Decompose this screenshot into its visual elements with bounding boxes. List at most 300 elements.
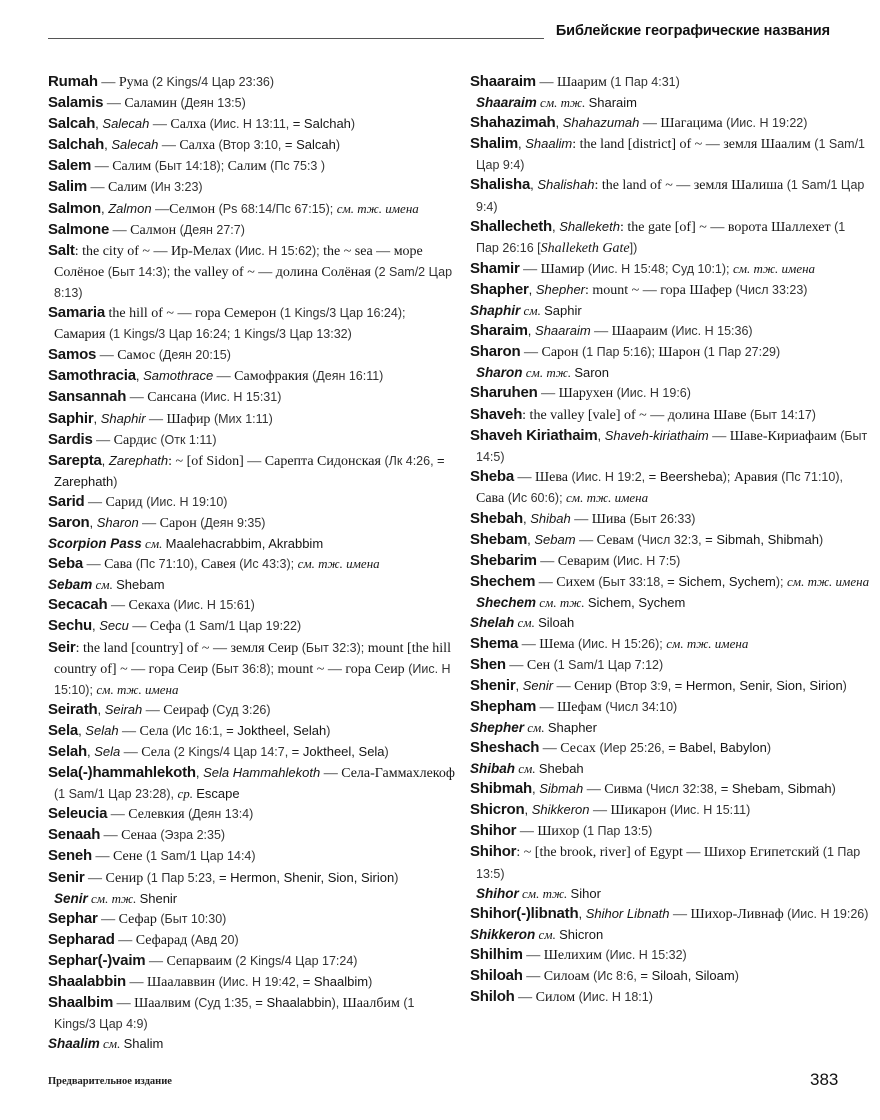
- dictionary-entry: [48, 930, 458, 951]
- russian-gloss: — Сава: [83, 557, 136, 573]
- headword: Salchah: [48, 136, 105, 154]
- scripture-reference: ): [368, 975, 373, 990]
- russian-gloss: — Шамир: [519, 261, 588, 277]
- scripture-reference: (Иис. Н 13:11,: [209, 117, 293, 132]
- russian-gloss: — Села-Гаммахлекоф: [320, 766, 455, 782]
- dictionary-entry: [48, 387, 458, 408]
- scripture-reference: (1 Sam/1 Цар 9:4): [476, 137, 865, 173]
- dictionary-entry: [470, 217, 870, 259]
- scripture-reference: ): [831, 782, 836, 797]
- russian-gloss: Ир-Мелах: [170, 243, 235, 259]
- scripture-reference: (Иис. Н 15:36): [671, 324, 753, 339]
- russian-gloss: — Сен: [505, 657, 554, 673]
- cross-ref-headword: Shepher: [470, 719, 525, 735]
- russian-gloss: — Силом: [514, 990, 579, 1006]
- scripture-reference: (Иис. Н 15:48; Суд 10:1);: [587, 261, 733, 276]
- dictionary-entry: [470, 945, 870, 966]
- dictionary-entry: [48, 804, 458, 825]
- russian-gloss: — Шихор-Ливнаф: [669, 906, 788, 922]
- variant-spelling: Shaveh-kiriathaim: [604, 427, 709, 443]
- scripture-reference: (Ис 8:6,: [593, 969, 641, 984]
- dictionary-entry: [48, 114, 458, 135]
- text: ,: [517, 136, 526, 152]
- scripture-reference: (Числ 32:38,: [645, 782, 721, 797]
- headword: Seleucia: [48, 805, 108, 823]
- see-also-marker: см. тж. имена: [96, 681, 179, 697]
- equivalents: = Shebam, Sibmah: [720, 781, 832, 797]
- scripture-reference: (Мих 1:11): [213, 411, 273, 426]
- equivalents: = Shaalbim: [302, 974, 369, 990]
- russian-gloss: — Шаарим: [535, 75, 611, 90]
- text: ,: [528, 281, 536, 297]
- see-also-marker: см. тж.: [536, 95, 589, 111]
- scripture-reference: (Иис. Н 15:10);: [54, 661, 451, 697]
- dictionary-entry: [470, 72, 870, 93]
- dictionary-entry: [48, 345, 458, 366]
- headword: Shaalbim: [48, 994, 114, 1012]
- russian-gloss: — Села: [120, 745, 174, 760]
- english-phrase: : ~ [the brook, river] of Egypt —: [516, 845, 704, 861]
- headword: Shamir: [470, 259, 520, 277]
- equivalents: = Salchah: [292, 116, 351, 132]
- dictionary-entry: [470, 572, 870, 593]
- dictionary-entry: [48, 825, 458, 846]
- english-phrase: : the land [district] of ~ —: [572, 137, 724, 153]
- header-rule: [48, 38, 544, 39]
- cross-reference-entry: [470, 363, 870, 383]
- scripture-reference: (Деян 20:15): [158, 348, 231, 363]
- scripture-reference: (Иис. Н 15:62);: [234, 243, 324, 258]
- cross-reference-entry: [470, 301, 870, 321]
- scripture-reference: ): [113, 474, 118, 489]
- text: ,: [530, 177, 538, 193]
- scripture-reference: ): [842, 678, 847, 693]
- dictionary-entry: [48, 430, 458, 451]
- variant-spelling: Shaalim: [525, 136, 573, 152]
- scripture-reference: (1 Пар 5:16);: [582, 345, 659, 360]
- scripture-reference: (Ис 16:1,: [171, 723, 227, 738]
- cross-ref-headword: Shaphir: [470, 303, 521, 319]
- headword: Shallecheth: [470, 217, 552, 235]
- scripture-reference: (1 Sam/1 Цар 19:22): [184, 619, 302, 634]
- cross-ref-headword: Shikkeron: [470, 926, 536, 942]
- text: ,: [522, 510, 531, 526]
- dictionary-entry: [470, 259, 870, 280]
- scripture-reference: (Ин 3:23): [150, 180, 203, 195]
- text: Sihor: [570, 885, 601, 901]
- scripture-reference: (Быт 14:18);: [154, 159, 228, 174]
- scripture-reference: (Иис. Н 15:31): [200, 390, 282, 405]
- scripture-reference: (Авд 20): [190, 932, 239, 947]
- scripture-reference: (1 Sam/1 Цар 14:4): [145, 849, 256, 864]
- russian-gloss: — Сефа: [128, 619, 185, 635]
- dictionary-entry: [470, 904, 870, 925]
- scripture-reference: );: [722, 469, 734, 484]
- dictionary-entry: [48, 763, 458, 804]
- english-phrase: : ~ [of Sidon] —: [168, 453, 265, 469]
- russian-gloss: — Шикарон: [589, 803, 670, 819]
- text: Shebah: [538, 761, 584, 777]
- russian-gloss: — Сардис: [92, 432, 161, 448]
- text: Siloah: [538, 615, 575, 631]
- headword: Shiloah: [470, 967, 523, 985]
- scripture-reference: (Быт 26:33): [629, 511, 696, 526]
- headword: Sheshach: [470, 739, 540, 756]
- russian-gloss: — Шелихим: [522, 947, 606, 963]
- scripture-reference: (1 Пар 27:29): [703, 345, 781, 360]
- dictionary-entry: [48, 554, 458, 575]
- headword: Seneh: [48, 847, 93, 865]
- russian-gloss: — Сефарад: [114, 932, 191, 948]
- scripture-reference: ]): [629, 240, 638, 255]
- dictionary-entry: [470, 509, 870, 530]
- dictionary-entry: [48, 972, 458, 993]
- headword: Samothracia: [48, 367, 136, 385]
- russian-gloss: — Салха: [149, 117, 210, 133]
- cross-ref-headword: Senir: [54, 890, 88, 906]
- cross-ref-headword: Shaaraim: [476, 95, 537, 111]
- scripture-reference: (Иер 25:26,: [599, 741, 669, 755]
- headword: Shaveh: [470, 405, 523, 423]
- text: Saron: [574, 365, 610, 381]
- headword: Rumah: [48, 73, 98, 90]
- text: ,: [97, 701, 105, 717]
- english-phrase: : the city of ~ —: [74, 243, 171, 259]
- scripture-reference: (Пс 75:3 ): [270, 159, 326, 174]
- variant-spelling: Senir: [522, 677, 554, 693]
- headword: Salim: [48, 178, 88, 196]
- section-title: Библейские географические названия: [555, 23, 830, 39]
- text: ,: [95, 116, 103, 132]
- equivalents: = Beersheba: [648, 468, 723, 484]
- dictionary-entry: [48, 951, 458, 972]
- scripture-reference: (Деян 9:35): [200, 515, 266, 530]
- russian-gloss: Самария: [54, 327, 109, 343]
- scripture-reference: (Пс 71:10),: [781, 469, 843, 484]
- headword: Sarid: [48, 492, 85, 510]
- scripture-reference: ): [818, 533, 824, 548]
- variant-spelling: Secu: [99, 618, 129, 634]
- headword: Sephar: [48, 909, 98, 927]
- russian-gloss: — Шефам: [536, 699, 606, 715]
- scripture-reference: (Суд 1:35,: [194, 996, 256, 1011]
- cross-reference-entry: [48, 1034, 458, 1054]
- text: Sharaim: [588, 95, 638, 111]
- headword: Shihor(-)libnath: [470, 904, 579, 922]
- headword: Shihor: [470, 843, 517, 861]
- russian-gloss: — Сансана: [126, 390, 201, 406]
- russian-gloss: — Сивма: [583, 782, 646, 798]
- russian-gloss: — Сесах: [539, 741, 600, 756]
- see-also-marker: см.: [515, 761, 539, 777]
- scripture-reference: ): [384, 745, 389, 759]
- see-also-marker: см. тж.: [87, 890, 140, 906]
- headword: Shenir: [470, 676, 516, 694]
- russian-gloss: долина Шаве: [667, 407, 750, 423]
- russian-gloss: земля Шаалим: [723, 137, 815, 153]
- scripture-reference: (Быт 36:8);: [211, 661, 278, 676]
- english-phrase: the valley of ~ —: [173, 264, 276, 280]
- scripture-reference: (1 Kings/3 Цар 16:24; 1 Kings/3 Цар 13:32): [108, 327, 352, 342]
- variant-spelling: Seirah: [104, 701, 143, 717]
- headword: Shiloh: [470, 988, 515, 1006]
- equivalents: = Hermon, Shenir, Sion, Sirion: [218, 869, 395, 885]
- russian-gloss: — Шихор: [516, 824, 583, 840]
- headword: Selah: [48, 743, 88, 760]
- dictionary-entry: [470, 280, 870, 301]
- page-number: 383: [810, 1070, 839, 1089]
- scripture-reference: (1 Kings/3 Цар 16:24);: [279, 306, 406, 321]
- see-also-marker: см. тж. имена: [787, 574, 870, 590]
- dictionary-entry: [48, 72, 458, 93]
- variant-spelling: Shahazumah: [562, 115, 640, 131]
- scripture-reference: );: [775, 575, 787, 590]
- scripture-reference: (Иис. Н 15:11): [669, 803, 751, 818]
- russian-gloss: — Севам: [575, 533, 638, 549]
- cross-reference-entry: [48, 575, 458, 595]
- variant-spelling: Zarephath: [108, 452, 169, 468]
- variant-spelling: Zalmon: [108, 200, 152, 216]
- dictionary-entry: [470, 175, 870, 216]
- scripture-reference: (Иис. Н 19:2,: [571, 469, 649, 484]
- dictionary-entry: [48, 993, 458, 1034]
- headword: Shebam: [470, 531, 528, 549]
- headword: Sharon: [470, 343, 521, 361]
- russian-gloss: — Шафир: [145, 411, 214, 427]
- headword: Senir: [48, 868, 85, 886]
- scripture-reference: (1 Пар 26:16 [: [476, 219, 846, 255]
- cross-reference-entry: [470, 718, 870, 738]
- russian-gloss: — Секаха: [107, 598, 174, 614]
- dictionary-entry: [48, 199, 458, 220]
- variant-spelling: Shihor Libnath: [585, 905, 670, 921]
- headword: Samaria: [48, 304, 105, 322]
- dictionary-entry: [470, 676, 870, 697]
- text: ,: [578, 905, 586, 921]
- edition-note: Предварительное издание: [48, 1076, 172, 1087]
- english-phrase: mount [the hill country of] ~ —: [54, 640, 451, 677]
- scripture-reference: (Быт 33:18,: [598, 575, 668, 590]
- variant-spelling: Samothrace: [143, 368, 214, 384]
- text: Maalehacrabbim, Akrabbim: [165, 536, 324, 552]
- text: ,: [527, 323, 536, 339]
- cross-reference-entry: [48, 889, 458, 909]
- equivalents: = Siloah, Siloam: [640, 968, 735, 984]
- russian-gloss: — Шаараим: [590, 324, 672, 340]
- russian-gloss: —Селмон: [151, 201, 219, 217]
- equivalents: = Zarephath: [54, 452, 445, 489]
- scripture-reference: (Быт 14:17): [749, 407, 816, 422]
- text: ,: [100, 200, 109, 216]
- scripture-reference: (Ис 43:3);: [239, 557, 298, 572]
- dictionary-entry: [48, 492, 458, 513]
- headword: Shalisha: [470, 176, 531, 194]
- text: ,: [93, 410, 101, 426]
- text: ,: [597, 427, 605, 443]
- text: ,: [92, 618, 100, 634]
- headword: Senaah: [48, 826, 101, 844]
- dictionary-entry: [470, 800, 870, 821]
- russian-gloss: Сарепта Сидонская: [264, 453, 385, 469]
- scripture-reference: ): [350, 117, 356, 132]
- russian-gloss: Савея: [201, 557, 240, 573]
- cross-reference-entry: [470, 93, 870, 113]
- russian-gloss: — Сенир: [84, 870, 147, 886]
- headword: Samos: [48, 346, 97, 364]
- headword: Salamis: [48, 94, 104, 112]
- see-also-marker: см. тж.: [518, 885, 571, 901]
- dictionary-entry: [48, 868, 458, 889]
- equivalents: = Babel, Babylon: [668, 740, 767, 755]
- headword: Sheba: [470, 467, 515, 485]
- cross-ref-headword: Sebam: [48, 577, 93, 593]
- headword: Sela(-)hammahlekoth: [48, 764, 196, 782]
- russian-gloss: — Шарухен: [537, 386, 617, 402]
- russian-gloss: море Солёное: [54, 243, 423, 280]
- headword: Shibmah: [470, 780, 532, 798]
- russian-gloss: гора Сеир: [345, 661, 409, 677]
- headword: Shechem: [470, 573, 536, 591]
- cross-ref-headword: Shaalim: [48, 1036, 100, 1052]
- text: ,: [78, 722, 86, 738]
- see-also-marker: см.: [92, 577, 117, 593]
- scripture-reference: (Иис. Н 19:6): [616, 386, 691, 401]
- headword: Sela: [48, 721, 79, 739]
- dictionary-entry: [470, 738, 870, 759]
- equivalents: = Sichem, Sychem: [667, 574, 776, 590]
- english-phrase: the hill of ~ —: [104, 306, 195, 322]
- cross-reference-entry: [48, 534, 458, 554]
- scripture-reference: (1 Sam/1 Цар 9:4): [476, 178, 865, 214]
- headword: Sechu: [48, 617, 93, 635]
- see-also-marker: см. тж. имена: [666, 635, 749, 651]
- dictionary-entry: [48, 409, 458, 430]
- text: ,: [135, 368, 144, 384]
- headword: Shaaraim: [470, 73, 536, 90]
- text: Sichem, Sychem: [587, 595, 686, 611]
- headword: Sarepta: [48, 451, 102, 469]
- text: ,: [555, 115, 563, 131]
- cross-ref-headword: Shechem: [476, 595, 537, 611]
- dictionary-entry: [470, 966, 870, 987]
- text: ,: [87, 744, 95, 759]
- russian-gloss: земля Шалиша: [693, 178, 787, 194]
- russian-gloss: — Села: [118, 723, 172, 739]
- scripture-reference: (1 Пар 5:23,: [146, 870, 219, 885]
- headword: Sepharad: [48, 930, 115, 948]
- see-also-marker: см.: [141, 536, 166, 552]
- text: ,: [527, 532, 535, 548]
- russian-gloss: гора Сеир: [148, 661, 212, 677]
- scripture-reference: (Иис. Н 15:61): [173, 598, 255, 613]
- scripture-reference: (Ис 60:6);: [507, 490, 567, 505]
- headword: Shen: [470, 655, 506, 673]
- variant-spelling: Selah: [85, 722, 119, 738]
- russian-gloss: — Селевкия: [107, 807, 189, 823]
- scripture-reference: (1 Kings/3 Цар 4:9): [54, 996, 415, 1032]
- headword: Shaalabbin: [48, 973, 127, 991]
- scripture-reference: (Иис. Н 7:5): [612, 554, 681, 569]
- variant-spelling: Salecah: [111, 137, 159, 153]
- variant-spelling: Shalleketh: [559, 218, 620, 234]
- scripture-reference: (Числ 32:3,: [637, 533, 706, 548]
- scripture-reference: (Эзра 2:35): [160, 828, 226, 843]
- equivalents: = Joktheel, Selah: [226, 722, 327, 738]
- scripture-reference: (Деян 16:11): [312, 369, 384, 384]
- scripture-reference: (1 Пар 4:31): [610, 75, 680, 89]
- dictionary-entry: [48, 451, 458, 492]
- dictionary-entry: [470, 697, 870, 718]
- see-also-marker: см.: [524, 719, 548, 735]
- scripture-reference: ): [734, 969, 739, 984]
- headword: Shilhim: [470, 945, 523, 963]
- russian-gloss: — Сефар: [97, 911, 161, 927]
- russian-gloss: — Шива: [570, 511, 630, 527]
- english-phrase: the ~ sea —: [323, 243, 394, 259]
- dictionary-entry: [48, 638, 458, 700]
- russian-gloss: — Силоам: [522, 969, 594, 985]
- russian-gloss: — Шаалаввин: [126, 975, 219, 991]
- scripture-reference: ),: [331, 996, 343, 1011]
- dictionary-entry: [48, 366, 458, 387]
- see-also-marker: см. тж. имена: [566, 489, 649, 505]
- equivalents: = Hermon, Senir, Sion, Sirion: [674, 677, 843, 693]
- english-phrase: : the gate [of] ~ —: [619, 219, 728, 235]
- russian-gloss: гора Семерон: [195, 306, 280, 322]
- headword: Salem: [48, 157, 92, 175]
- see-also-marker: см.: [514, 615, 539, 631]
- dictionary-entry: [470, 467, 870, 509]
- see-also-marker: см. тж.: [536, 595, 588, 611]
- dictionary-entry: [48, 135, 458, 156]
- scripture-reference: (Отк 1:11): [160, 432, 217, 447]
- text: Saphir: [544, 303, 582, 319]
- variant-spelling: Shaaraim: [535, 323, 591, 339]
- dictionary-entry: [470, 342, 870, 363]
- russian-gloss: Шихор Египетский: [703, 845, 823, 861]
- headword: Sansannah: [48, 388, 127, 406]
- scripture-reference: (Втор 3:9,: [615, 678, 675, 693]
- variant-spelling: Shaphir: [100, 410, 146, 426]
- variant-spelling: Sela: [94, 744, 121, 759]
- scripture-reference: (Ps 68:14/Пс 67:15);: [218, 201, 337, 216]
- cross-ref-headword: Scorpion Pass: [48, 536, 142, 552]
- headword: Seba: [48, 555, 84, 573]
- dictionary-entry: [48, 700, 458, 721]
- scripture-reference: (1 Пар 13:5): [582, 824, 653, 839]
- text: ,: [89, 514, 97, 530]
- text: ,: [515, 677, 523, 693]
- english-phrase: : mount ~ —: [585, 282, 661, 298]
- dictionary-entry: [470, 321, 870, 342]
- headword: Sephar(-)vaim: [48, 951, 146, 969]
- scripture-reference: ): [335, 138, 340, 153]
- headword: Shaveh Kiriathaim: [470, 426, 598, 444]
- headword: Sardis: [48, 430, 93, 448]
- cross-reference-entry: [470, 759, 870, 779]
- cross-reference-entry: [470, 593, 870, 613]
- dictionary-entry: [48, 846, 458, 867]
- russian-gloss: — Салим: [87, 180, 151, 196]
- text: ,: [104, 137, 112, 153]
- dictionary-entry: [48, 93, 458, 114]
- scripture-reference: (Иис. Н 19:26): [787, 906, 869, 921]
- text: ,: [524, 802, 532, 818]
- scripture-reference: (Пс 71:10),: [135, 557, 202, 572]
- scripture-reference: (2 Sam/2 Цар 8:13): [54, 264, 453, 300]
- english-phrase: : the valley [vale] of ~ —: [522, 407, 668, 423]
- russian-gloss: — Сеираф: [142, 702, 213, 718]
